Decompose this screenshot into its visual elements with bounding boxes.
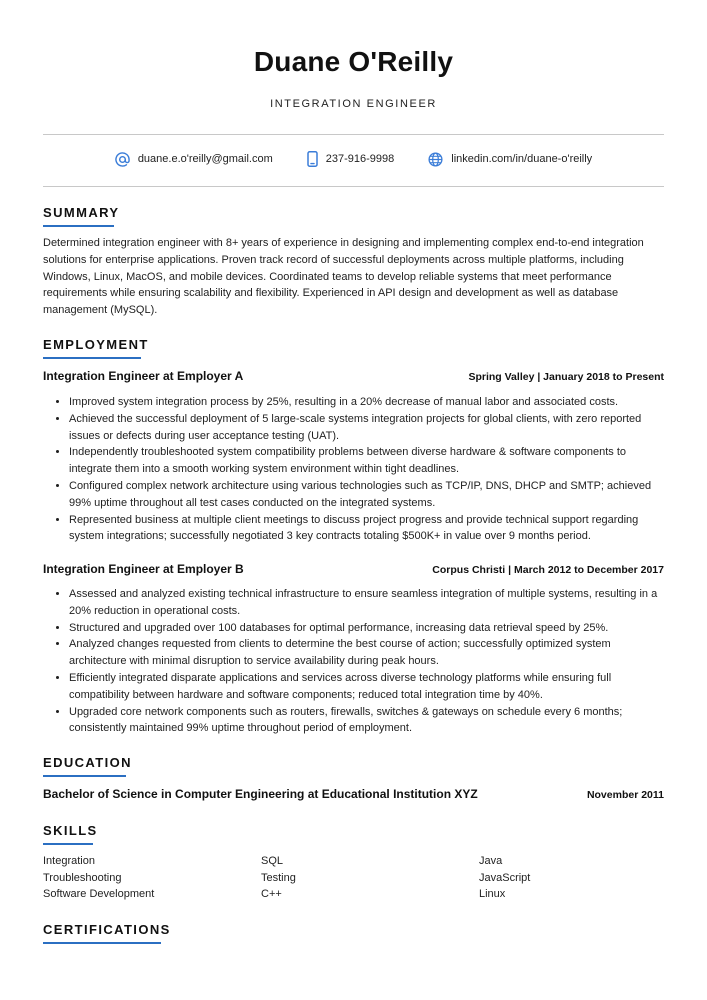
job-meta-b: Corpus Christi | March 2012 to December 2017 [432, 564, 664, 576]
list-item: • Upgraded core network components such as routers, firewalls, switches & gateways on schedule every 6 months; consistently maintained 99% uptime throughout period of employment. [69, 704, 664, 738]
skill-item: Linux [479, 888, 506, 900]
globe-icon [428, 152, 443, 167]
phone-text: 237-916-9998 [325, 153, 395, 165]
skill-item: JavaScript [479, 871, 531, 884]
job-title-a: Integration Engineer at Employer A [43, 369, 244, 383]
list-item: • Improved system integration process by 25%, resulting in a 20% decrease of manual labor and associated costs. [69, 394, 664, 411]
skills-heading: SKILLS [43, 823, 98, 838]
certifications-underline [43, 942, 161, 944]
skill-item: Java [479, 855, 503, 867]
skill-item: C++ [261, 888, 282, 900]
contact-email[interactable] [115, 152, 273, 167]
list-item: • Configured complex network architecture using various technologies such as TCP/IP, DNS, DHCP and SMTP; achieved 99% uptime throughout all test cases conducted on the integrated systems. [69, 478, 664, 512]
contact-bar [43, 148, 664, 170]
skill-item: SQL [261, 855, 284, 867]
list-item: • Represented business at multiple client meetings to discuss project progress and provide technical support regarding system integrations; successfully negotiated 3 key contracts totaling $500K+ in value over 9 months period. [69, 512, 664, 546]
degree-text: Bachelor of Science in Computer Engineering at Educational Institution XYZ [43, 787, 478, 801]
list-item: • Achieved the successful deployment of 5 large-scale systems integration projects for global clients, with zero reported issues or defects during user acceptance testing (UAT). [69, 411, 664, 445]
contact-phone[interactable] [307, 151, 395, 167]
skill-item: Software Development [43, 888, 155, 900]
employment-heading: EMPLOYMENT [43, 337, 149, 352]
summary-text: Determined integration engineer with 8+ years of experience in designing and implementing complex end-to-end integration solutions for enterprise applications. Proven track record of successful deployments across multiple platforms, including Windows, Linux, MacOS, and mobile devices. Coordinated teams to develop reliable systems that meet performance requirements while ensuring scalability and flexibility. Experienced in API design and development as well as database management (MySQL). [43, 237, 644, 317]
degree-date: November 2011 [586, 789, 664, 801]
job-header-b [43, 562, 664, 576]
list-item: • Efficiently integrated disparate applications and services across diverse technology platforms while ensuring full compatibility between hardware and software components; reduced total integration time by 40%. [69, 670, 664, 704]
skill-item: Troubleshooting [43, 871, 122, 884]
job-bullets-a [43, 394, 664, 545]
list-item: • Independently troubleshooted system compatibility problems between diverse hardware & software components to integrate them into a smooth working system environment within tight deadlines. [69, 444, 664, 478]
job-title-b: Integration Engineer at Employer B [43, 562, 244, 576]
divider-top [43, 134, 664, 135]
list-item: • Assessed and analyzed existing technical infrastructure to ensure seamless integration of multiple systems, resulting in a 20% reduction in operational costs. [69, 586, 664, 620]
phone-icon [307, 151, 318, 167]
skills-underline [43, 843, 93, 845]
email-text: duane.e.o'reilly@gmail.com [137, 153, 273, 165]
job-header-a [43, 369, 664, 383]
contact-linkedin[interactable] [428, 152, 592, 167]
at-sign-icon [115, 152, 130, 167]
employment-underline [43, 357, 141, 359]
certifications-heading: CERTIFICATIONS [43, 922, 171, 937]
skill-item: Integration [43, 855, 95, 867]
job-title-header: INTEGRATION ENGINEER [270, 98, 437, 110]
list-item: • Structured and upgraded over 100 databases for optimal performance, increasing data retrieval speed by 25%. [69, 620, 664, 637]
list-item: • Analyzed changes requested from clients to determine the best course of action; successfully optimized system architecture with minimal disruption to service availability during peak hours. [69, 636, 664, 670]
linkedin-text: linkedin.com/in/duane-o'reilly [451, 153, 593, 165]
education-row [43, 787, 664, 801]
summary-heading: SUMMARY [43, 205, 120, 220]
skills-grid [43, 853, 664, 903]
job-bullets-b [43, 586, 664, 737]
education-underline [43, 775, 126, 777]
divider-bottom [43, 186, 664, 187]
education-heading: EDUCATION [43, 755, 132, 770]
summary-underline [43, 225, 114, 227]
candidate-name: Duane O'Reilly [253, 46, 454, 77]
skill-item: Testing [261, 871, 296, 884]
job-meta-a: Spring Valley | January 2018 to Present [468, 371, 664, 383]
